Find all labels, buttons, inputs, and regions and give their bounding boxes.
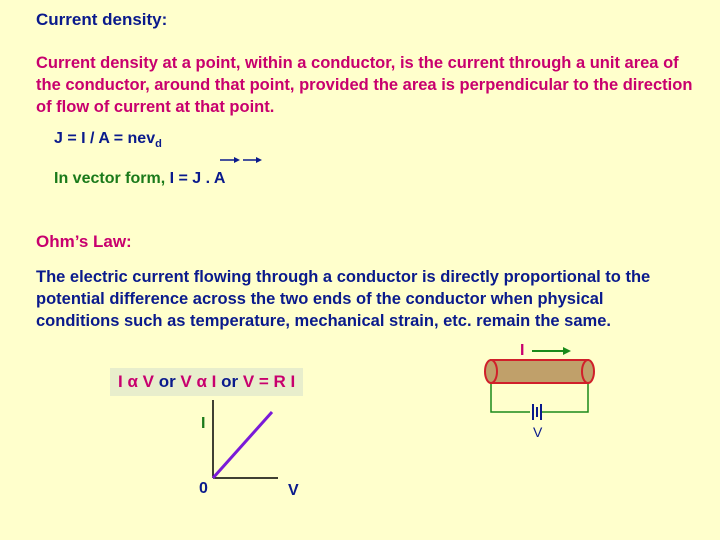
relation-i-alpha-v: I α V xyxy=(118,372,154,391)
relation-v-alpha-i: V α I xyxy=(180,372,217,391)
graph-line xyxy=(213,412,272,478)
vector-arrow-a-icon xyxy=(243,157,262,163)
vector-arrow-j-icon xyxy=(220,157,240,163)
ohms-law-heading: Ohm’s Law: xyxy=(36,232,132,251)
graph-origin-label: 0 xyxy=(199,480,208,497)
current-density-heading: Current density: xyxy=(36,10,168,29)
circuit-diagram xyxy=(485,347,594,420)
or-separator-2: or xyxy=(216,372,243,391)
circuit-voltage-label: V xyxy=(533,424,543,440)
relation-v-equals-ri: V = R I xyxy=(242,372,296,391)
current-density-definition: Current density at a point, within a conductor, is the current through a unit area of the conductor, around that point, provided the area is perpendicular to the direction of flow of current at that point. xyxy=(36,54,693,116)
circuit-current-label: I xyxy=(520,342,525,359)
vector-form-formula: I = J . A xyxy=(169,170,226,187)
or-separator-1: or xyxy=(153,372,181,391)
battery-icon xyxy=(533,404,541,420)
formula-main: J = I / A = nev xyxy=(54,130,156,147)
ohms-law-statement: The electric current flowing through a conductor is directly proportional to the potential difference across the two ends of the conductor when physical conditions such as temperature, mechanical strain, etc. remain the same. xyxy=(36,268,651,330)
graph-x-label: V xyxy=(288,482,299,499)
current-arrow-icon xyxy=(532,347,571,355)
formula-subscript: d xyxy=(155,138,162,151)
conductor-cylinder xyxy=(485,360,594,383)
vector-form-prefix: In vector form, xyxy=(54,170,170,187)
graph-y-label: I xyxy=(201,415,206,432)
